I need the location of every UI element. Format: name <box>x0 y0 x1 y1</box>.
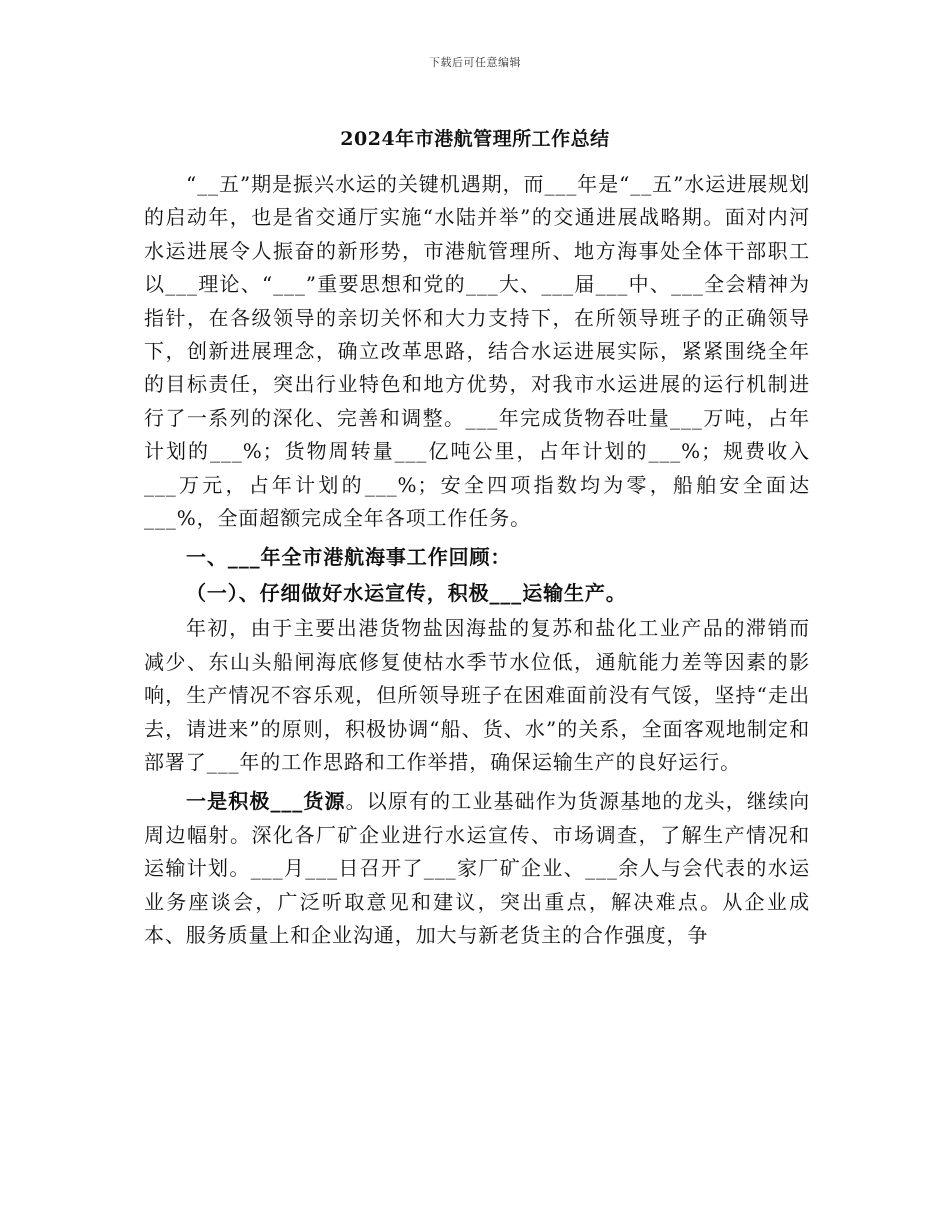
point-one-lead: 一是积极___货源 <box>186 789 346 814</box>
early-year-paragraph: 年初，由于主要出港货物盐因海盐的复苏和盐化工业产品的滞销而减少、东山头船闸海底修复使枯水季节水位低，通航能力差等因素的影响，生产情况不容乐观，但所领导班子在困难面前没有气馁，坚持“走出去，请进来”的原则，积极协调“船、货、水”的关系，全面客观地制定和部署了___年的工作思路和工作举措，确保运输生产的良好运行。 <box>144 616 810 774</box>
document-title: 2024年市港航管理所工作总结 <box>340 128 610 150</box>
header-note: 下载后可任意编辑 <box>429 56 521 69</box>
intro-paragraph: “__五”期是振兴水运的关键机遇期，而___年是“__五”水运进展规划的启动年，也是省交通厅实施“水陆并举”的交通进展战略期。面对内河水运进展令人振奋的新形势，市港航管理所、地方海事处全体干部职工以___理论、“___”重要思想和党的___大、___届___中、___全会精神为指针，在各级领导的亲切关怀和大力支持下，在所领导班子的正确领导下，创新进展理念，确立改革思路，结合水运进展实际，紧紧围绕全年的目标责任，突出行业特色和地方优势，对我市水运进展的运行机制进行了一系列的深化、完善和调整。___年完成货物吞吐量___万吨，占年计划的___%；货物周转量___亿吨公里，占年计划的___%；规费收入___万元，占年计划的___%；安全四项指数均为零，船舶安全面达___%，全面超额完成全年各项工作任务。 <box>144 172 810 531</box>
point-one-text: 。以原有的工业基础作为货源基地的龙头，继续向周边幅射。深化各厂矿企业进行水运宣传、市场调查，了解生产情况和运输计划。___月___日召开了___家厂矿企业、___余人与会代表的水运业务座谈会，广泛听取意见和建议，突出重点，解决难点。从企业成本、服务质量上和企业沟通，加大与新老货主的合作强度，争 <box>144 789 810 947</box>
point-one-paragraph <box>144 785 810 952</box>
document-body <box>144 168 810 952</box>
section-heading: 一、___年全市港航海事工作回顾： <box>186 545 512 570</box>
subsection-heading: （一）、仔细做好水运宣传，积极___运输生产。 <box>186 580 627 605</box>
